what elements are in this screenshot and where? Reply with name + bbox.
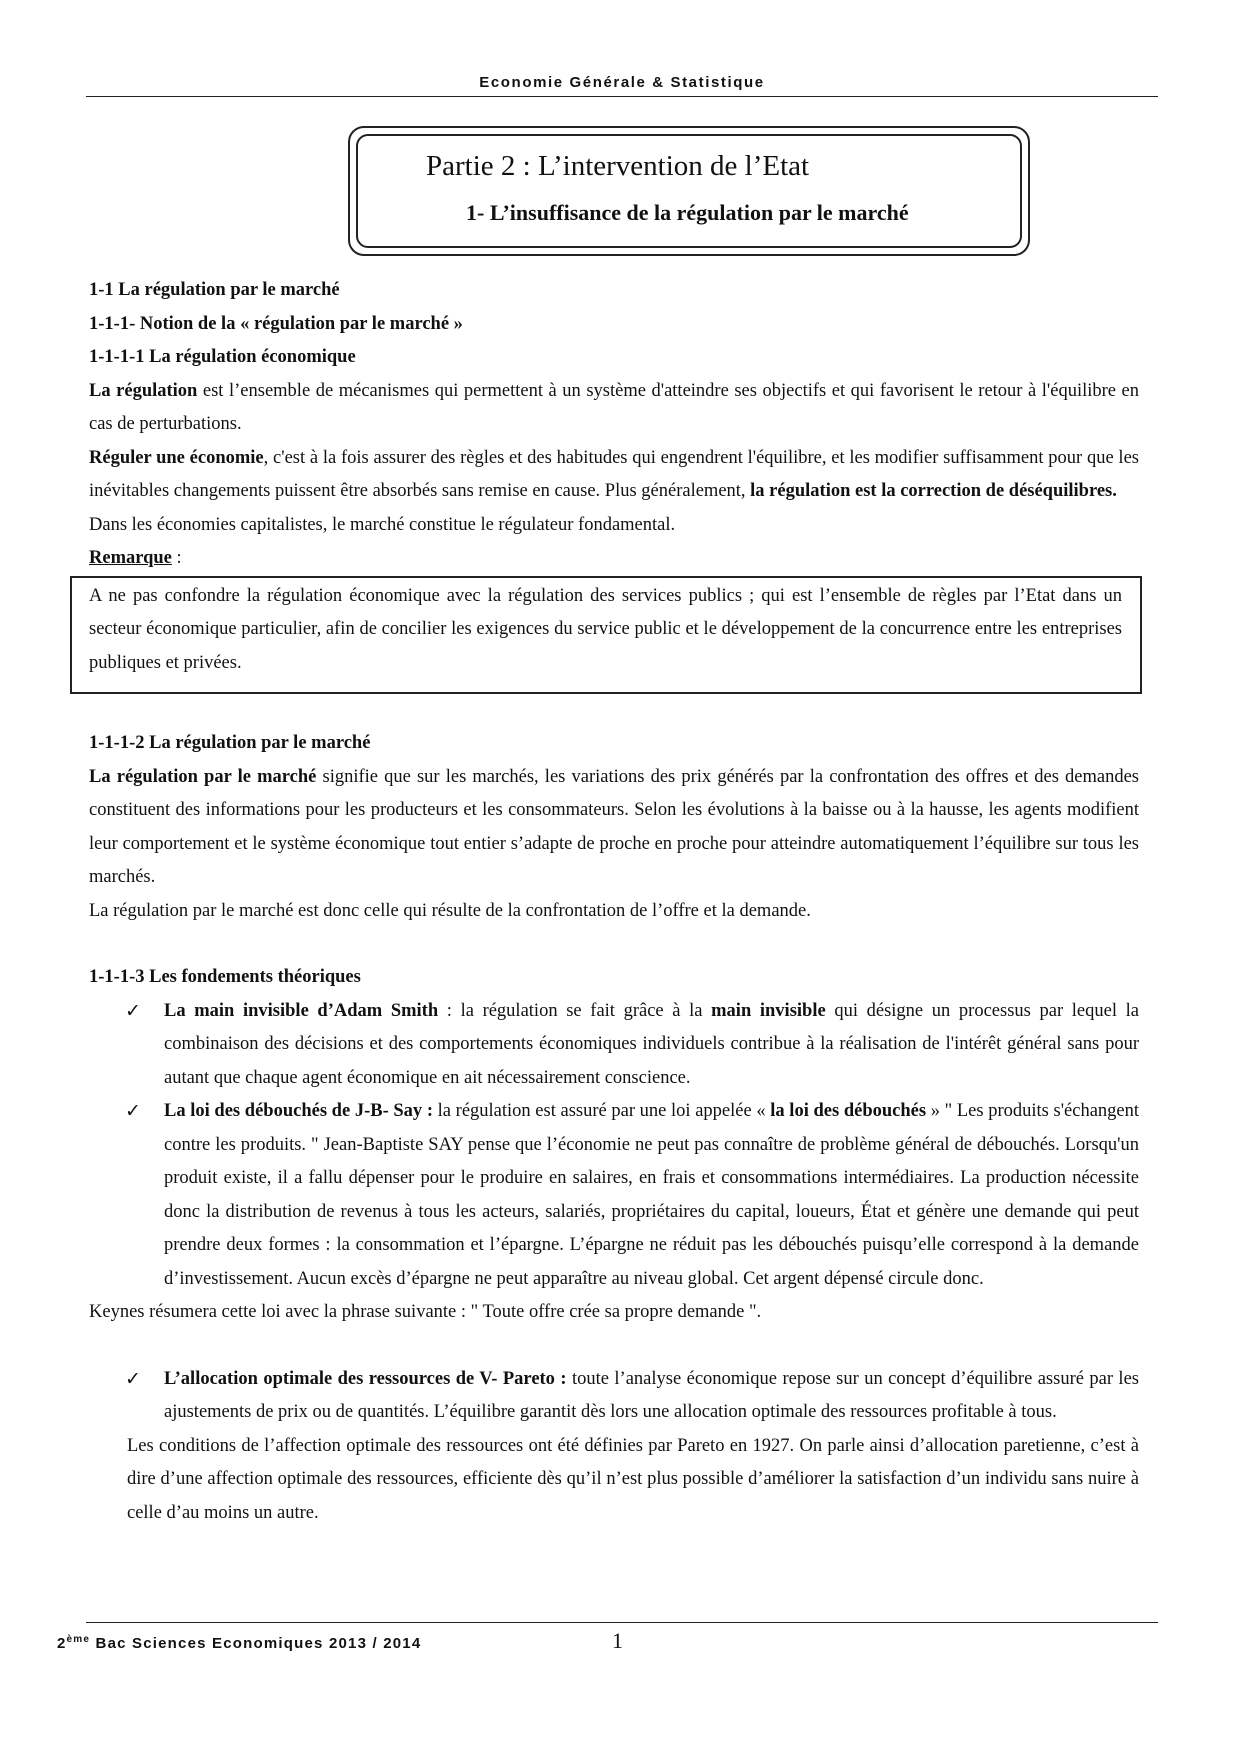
paragraph-capitalist-economies: Dans les économies capitalistes, le marché constitue le régulateur fondamental. bbox=[89, 514, 676, 535]
paragraph-market-regulation-summary: La régulation par le marché est donc celle qui résulte de la confrontation de l’offre et la demande. bbox=[89, 900, 811, 921]
chapter-title: 1- L’insuffisance de la régulation par le marché bbox=[466, 200, 909, 225]
heading-1-1-1-3: 1-1-1-3 Les fondements théoriques bbox=[89, 967, 361, 987]
title-box bbox=[348, 126, 1030, 256]
paragraph-pareto-conditions: Les conditions de l’affection optimale des ressources ont été définies par Pareto en 1927. On parle ainsi d’allocation paretienne, c’est à dire d’une affection optimale des ressources, efficiente dès qu’il n’est plus possible d’améliorer la satisfaction d’un individu sans nuire à celle d’au moins un autre. bbox=[127, 1435, 1139, 1523]
list-item-pareto: ✓ L’allocation optimale des ressources de V- Pareto : toute l’analyse économique repose sur un concept d’équilibre assuré par les ajustements de prix ou de quantités. L’équilibre garantit dès lors une allocation optimale des ressources profitable à tous. bbox=[89, 1363, 1139, 1430]
list-item-adam-smith: ✓ La main invisible d’Adam Smith : la régulation se fait grâce à la main invisible qui désigne un processus par lequel la combinaison des décisions et des comportements économiques individuels contribue à la réalisation de l'intérêt général sans pour autant que chaque agent économique en ait nécessairement conscience. bbox=[89, 995, 1139, 1096]
running-header: Economie Générale & Statistique bbox=[479, 74, 765, 91]
term-regulate-economy: Réguler une économie bbox=[89, 447, 264, 468]
checkmark-icon: ✓ bbox=[125, 1367, 141, 1390]
heading-1-1-1-2: 1-1-1-2 La régulation par le marché bbox=[89, 733, 371, 753]
heading-1-1: 1-1 La régulation par le marché bbox=[89, 280, 340, 300]
footer-course-label: 2ème Bac Sciences Economiques 2013 / 2014 bbox=[57, 1634, 422, 1652]
checkmark-icon: ✓ bbox=[125, 999, 141, 1022]
page-number: 1 bbox=[612, 1628, 623, 1653]
remark-box bbox=[70, 576, 1142, 695]
list-item-say: ✓ La loi des débouchés de J-B- Say : la régulation est assuré par une loi appelée « la loi des débouchés » " Les produits s'échangent contre les produits. " Jean-Baptiste SAY pense que l’économie ne peut pas connaître de problème général de débouchés. Lorsqu'un produit existe, il a fallu dépenser pour le produire en salaires, en frais et consommations intermédiaires. La production nécessite donc la distribution de revenus à tous les acteurs, salariés, propriétaires du capital, loueurs, État et génère une demande qui peut prendre deux formes : la consommation et l’épargne. L’épargne ne réduit pas les débouchés puisqu’elle correspond à la demande d’investissement. Aucun excès d’épargne ne peut apparaître au niveau global. Cet argent dépensé circule donc. bbox=[89, 1095, 1139, 1296]
spacer bbox=[89, 694, 1139, 727]
spacer bbox=[89, 928, 1139, 961]
paragraph-market-regulation: La régulation par le marché signifie que sur les marchés, les variations des prix générés par la confrontation des offres et des demandes constituent des informations pour les producteurs et les consommateurs. Selon les évolutions à la baisse ou à la hausse, les agents modifient leur comportement et le système économique tout entier s’adapte de proche en proche pour atteindre automatiquement l’équilibre sur tous les marchés. bbox=[89, 766, 1140, 887]
footer-rule bbox=[86, 1622, 1158, 1623]
paragraph-regulation-definition: La régulation est l’ensemble de mécanismes qui permettent à un système d'atteindre ses objectifs et qui favorisent le retour à l'équilibre en cas de perturbations. bbox=[89, 380, 1140, 434]
heading-1-1-1-1: 1-1-1-1 La régulation économique bbox=[89, 347, 356, 367]
paragraph-regulate-economy: Réguler une économie, c'est à la fois assurer des règles et des habitudes qui engendrent l'équilibre, et les modifier suffisamment pour que les inévitables changements puissent être absorbés sans remise en cause. Plus généralement, la régulation est la correction de déséquilibres. bbox=[89, 447, 1139, 501]
term-regulation: La régulation bbox=[89, 380, 198, 401]
document-body bbox=[89, 274, 1139, 1530]
checkmark-icon: ✓ bbox=[125, 1100, 141, 1122]
heading-1-1-1: 1-1-1- Notion de la « régulation par le marché » bbox=[89, 313, 463, 334]
remark-label: Remarque : bbox=[89, 548, 182, 568]
part-title: Partie 2 : L’intervention de l’Etat bbox=[426, 150, 810, 182]
spacer bbox=[89, 1330, 1139, 1363]
header-rule bbox=[86, 96, 1158, 97]
term-market-regulation: La régulation par le marché bbox=[89, 766, 317, 787]
paragraph-keynes: Keynes résumera cette loi avec la phrase suivante : " Toute offre crée sa propre demande ". bbox=[89, 1302, 762, 1322]
remark-text: A ne pas confondre la régulation économique avec la régulation des services publics ; qui est l’ensemble de règles par l’Etat dans un secteur économique particulier, afin de concilier les exigences du service public et le développement de la concurrence entre les entreprises publiques et privées. bbox=[89, 585, 1122, 673]
